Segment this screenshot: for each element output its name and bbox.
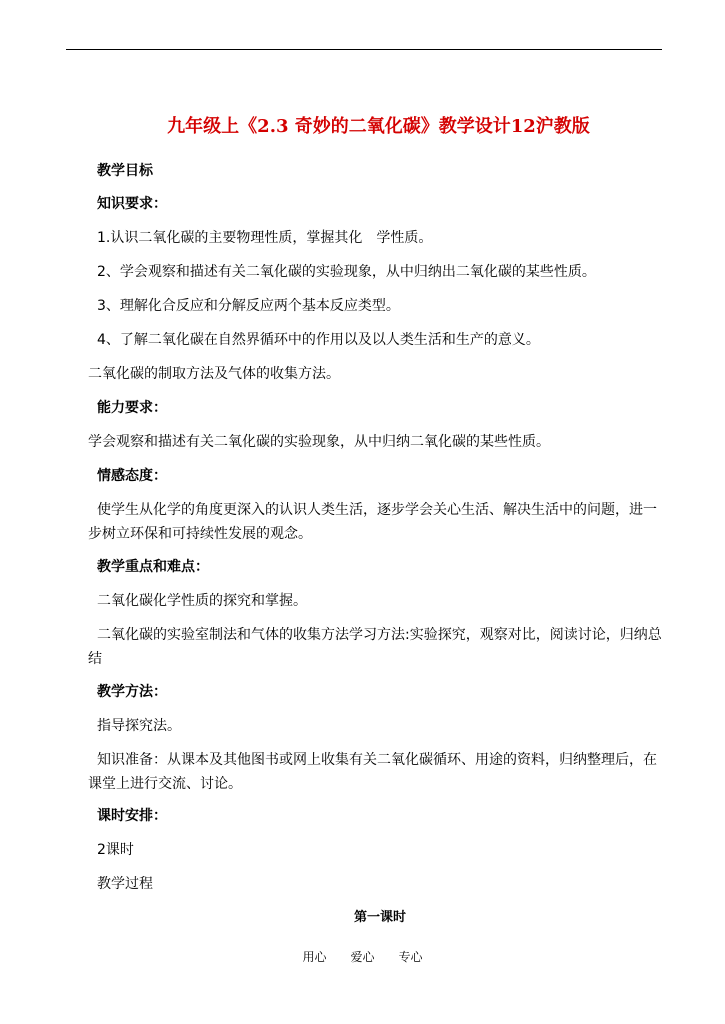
key-text-2: 二氧化碳的实验室制法和气体的收集方法学习方法:实验探究，观察对比，阅读讨论，归纳总结 bbox=[88, 627, 662, 667]
ability-text: 学会观察和描述有关二氧化碳的实验现象，从中归纳二氧化碳的某些性质。 bbox=[88, 434, 550, 450]
knowledge-item-3: 3、理解化合反应和分解反应两个基本反应类型。 bbox=[97, 298, 400, 314]
process-text: 教学过程 bbox=[97, 876, 153, 892]
page-footer: 用心 爱心 专心 bbox=[302, 950, 423, 964]
method-heading: 教学方法： bbox=[97, 684, 167, 700]
attitude-text: 使学生从化学的角度更深入的认识人类生活，逐步学会关心生活、解决生活中的问题，进一步树立环保和可持续性发展的观念。 bbox=[88, 502, 657, 542]
method-text-2: 知识准备：从课本及其他图书或网上收集有关二氧化碳循环、用途的资料，归纳整理后，在课堂上进行交流、讨论。 bbox=[88, 752, 657, 792]
schedule-heading: 课时安排： bbox=[97, 808, 167, 824]
key-heading: 教学重点和难点： bbox=[97, 559, 209, 575]
method-text-1: 指导探究法。 bbox=[97, 718, 181, 734]
header-rule bbox=[66, 49, 662, 50]
knowledge-heading: 知识要求： bbox=[97, 196, 167, 212]
knowledge-item-1: 1.认识二氧化碳的主要物理性质，掌握其化 学性质。 bbox=[97, 230, 433, 246]
lesson-title: 第一课时 bbox=[353, 910, 406, 925]
knowledge-item-4: 4、了解二氧化碳在自然界循环中的作用以及以人类生活和生产的意义。 bbox=[97, 332, 540, 348]
attitude-heading: 情感态度： bbox=[97, 468, 167, 484]
key-text-1: 二氧化碳化学性质的探究和掌握。 bbox=[97, 593, 307, 609]
knowledge-item-2: 2、学会观察和描述有关二氧化碳的实验现象，从中归纳出二氧化碳的某些性质。 bbox=[97, 264, 596, 280]
goals-heading: 教学目标 bbox=[97, 163, 153, 179]
document-title: 九年级上《2.3 奇妙的二氧化碳》教学设计12沪教版 bbox=[167, 116, 590, 137]
schedule-text: 2课时 bbox=[97, 842, 134, 858]
knowledge-item-5: 二氧化碳的制取方法及气体的收集方法。 bbox=[88, 366, 340, 382]
ability-heading: 能力要求： bbox=[97, 400, 167, 416]
